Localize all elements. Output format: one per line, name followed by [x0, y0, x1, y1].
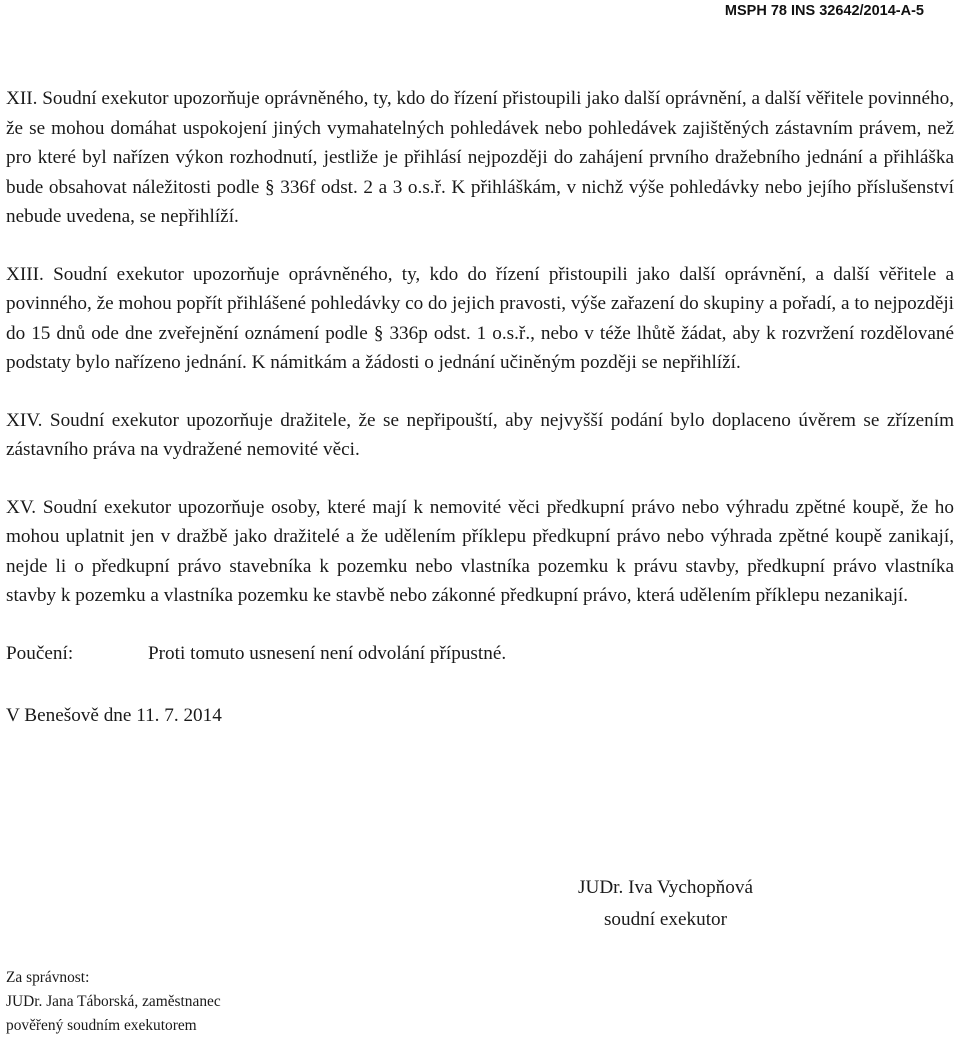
instruction-label: Poučení:	[6, 642, 74, 664]
verification-note	[6, 966, 221, 1038]
signature-block	[578, 872, 753, 936]
verification-person: JUDr. Jana Táborská, zaměstnanec	[6, 993, 221, 1010]
paragraph-xii: XII. Soudní exekutor upozorňuje oprávněného, ty, kdo do řízení přistoupili jako další oprávnění, a další věřitele povinného, že se mohou domáhat uspokojení jiných vymahatelných pohledávek nebo pohledávek zajištěných zástavním právem, než pro které byl nařízen výkon rozhodnutí, jestliže je přihlásí nejpozději do zahájení prvního dražebního jednání a přihláška bude obsahovat náležitosti podle § 336f odst. 2 a 3 o.s.ř. K přihláškám, v nichž výše pohledávky nebo jejího příslušenství nebude uvedena, se nepřihlíží.	[6, 88, 954, 227]
date-line: V Benešově dne 11. 7. 2014	[6, 704, 222, 726]
paragraph-xiii: XIII. Soudní exekutor upozorňuje oprávněného, ty, kdo do řízení přistoupili jako další oprávnění, a další věřitele a povinného, že mohou popřít přihlášené pohledávky co do jejich pravosti, výše zařazení do skupiny a pořadí, a to nejpozději do 15 dnů ode dne zveřejnění oznámení podle § 336p odst. 1 o.s.ř., nebo v téže lhůtě žádat, aby k rozvržení rozdělované podstaty bylo nařízeno jednání. K námitkám a žádosti o jednání učiněným později se nepřihlíží.	[6, 263, 954, 373]
verification-role: pověřený soudním exekutorem	[6, 1017, 197, 1034]
instruction-text: Proti tomuto usnesení není odvolání přípustné.	[148, 642, 507, 664]
instruction-row	[6, 639, 954, 668]
signature-role: soudní exekutor	[603, 909, 728, 930]
paragraph-xiv: XIV. Soudní exekutor upozorňuje dražitele, že se nepřipouští, aby nejvyšší podání bylo doplaceno úvěrem se zřízením zástavního práva na vydražené nemovité věci.	[6, 409, 954, 460]
signature-name: JUDr. Iva Vychopňová	[578, 877, 753, 898]
verification-label: Za správnost:	[6, 969, 90, 986]
paragraph-xv: XV. Soudní exekutor upozorňuje osoby, které mají k nemovité věci předkupní právo nebo výhradu zpětné koupě, že ho mohou uplatnit jen v dražbě jako dražitelé a že udělením příklepu předkupní právo nebo výhrada zpětné koupě zanikají, nejde li o předkupní právo stavebníka k pozemku nebo vlastníka pozemku k právu stavby, předkupní právo vlastníka stavby k pozemku a vlastníka pozemku ke stavbě nebo zákonné předkupní právo, která udělením příklepu nezanikají.	[6, 496, 954, 606]
document-reference: MSPH 78 INS 32642/2014-A-5	[724, 3, 924, 19]
document-body	[6, 84, 954, 730]
